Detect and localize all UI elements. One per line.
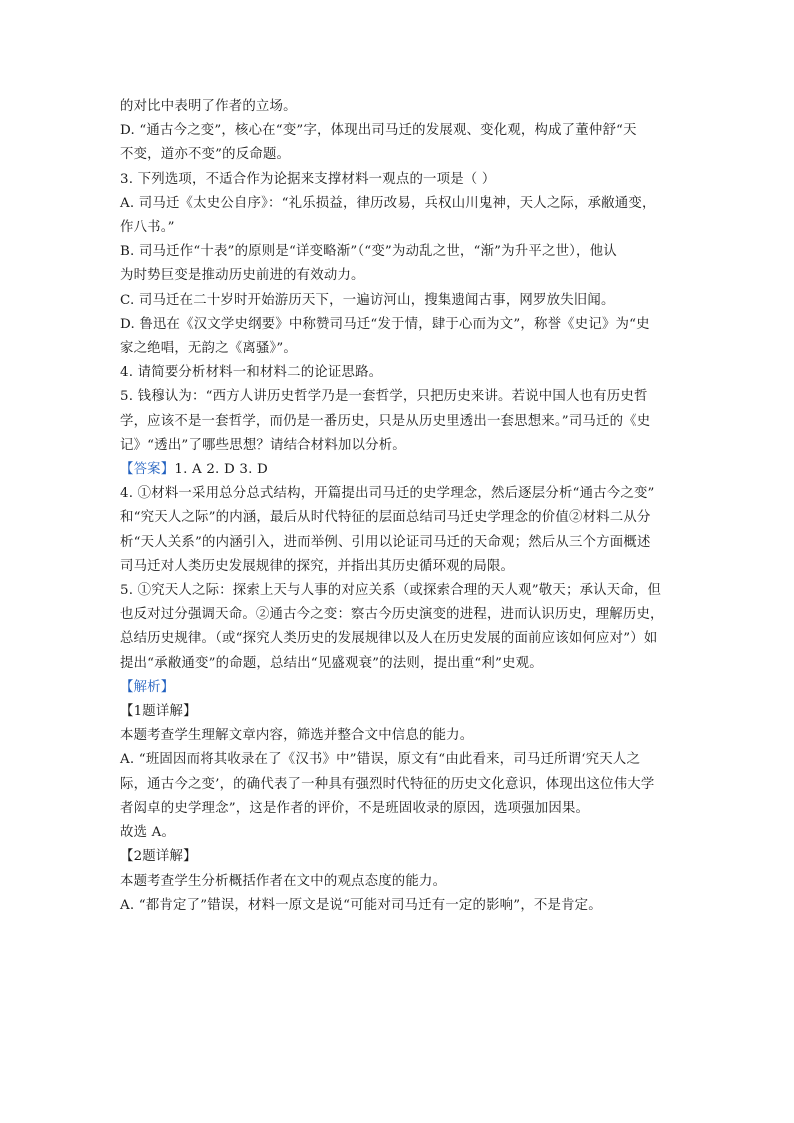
document-page xyxy=(120,95,680,918)
text-line: 析“天人关系”的内涵引入，进而举例、引用以论证司马迁的天命观；然后从三个方面概述 xyxy=(120,534,651,550)
text-line: 的对比中表明了作者的立场。 xyxy=(120,99,297,114)
text-line: 学，应该不是一套哲学，而仍是一番历史，只是从历史里透出一套思想来。”司马迁的《史 xyxy=(120,413,651,429)
text-line: 提出“承敝通变”的命题，总结出“见盛观衰”的法则，提出重“利”史观。 xyxy=(120,655,543,671)
answer-4-line: 4. ①材料一采用总分总式结构，开篇提出司马迁的史学理念，然后逐层分析“通古今之变” xyxy=(120,486,655,502)
option-a-line: A. 司马迁《太史公自序》：“礼乐损益，律历改易，兵权山川鬼神，天人之际，承敝通变， xyxy=(120,195,656,211)
question-4: 4. 请简要分析材料一和材料二的论证思路。 xyxy=(120,365,383,381)
analysis-heading: 【解析】 xyxy=(120,679,175,695)
text-line: A. “班固因而将其收录在了《汉书》中”错误，原文有“由此看来，司马迁所谓‘究天人之 xyxy=(120,752,641,768)
text-line: 和“究天人之际”的内涵，最后从时代特征的层面总结司马迁史学理念的价值②材料二从分 xyxy=(120,510,651,526)
question-3: 3. 下列选项，不适合作为论据来支撑材料一观点的一项是（ ） xyxy=(120,171,496,187)
q1-detail-heading: 【1题详解】 xyxy=(120,704,197,720)
text-line: 本题考查学生理解文章内容，筛选并整合文中信息的能力。 xyxy=(120,728,474,744)
answer-5-line: 5. ①究天人之际：探索上天与人事的对应关系（或探索合理的天人观”敬天；承认天命，但 xyxy=(120,583,662,599)
text-line: 际，通古今之变’，的确代表了一种具有强烈时代特征的历史文化意识，体现出这位伟大学 xyxy=(120,776,655,792)
text-line: 也反对过分强调天命。②通古今之变：察古今历史演变的进程，进而认识历史，理解历史， xyxy=(120,607,664,623)
text-line: 者闳卓的史学理念”，这是作者的评价，不是班固收录的原因，选项强加因果。 xyxy=(120,800,590,816)
option-d-line: D. 鲁迅在《汉文学史纲要》中称赞司马迁“发于情，肆于心而为文”，称誉《史记》为“史 xyxy=(120,316,650,332)
question-5: 5. 钱穆认为：“西方人讲历史哲学乃是一套哲学，只把历史来讲。若说中国人也有历史哲 xyxy=(120,389,648,405)
text-line: 作八书。” xyxy=(120,220,175,236)
text-line: 记》“透出”了哪些思想？请结合材料加以分析。 xyxy=(120,437,406,453)
text-line: 本题考查学生分析概括作者在文中的观点态度的能力。 xyxy=(120,873,447,889)
text-line: 家之绝唱，无韵之《离骚》”。 xyxy=(120,341,298,357)
text-line: 司马迁对人类历史发展规律的探究，并指出其历史循环观的局限。 xyxy=(120,558,515,574)
choice-conclusion: 故选 A。 xyxy=(120,825,176,841)
answer-choices: 1. A 2. D 3. D xyxy=(174,462,268,478)
answer-heading: 【答案】 xyxy=(120,462,175,478)
option-d-line: D. “通古今之变”，核心在“变”字，体现出司马迁的发展观、变化观，构成了董仲舒“天 xyxy=(120,123,637,139)
text-line: A. “都肯定了”错误，材料一原文是说“可能对司马迁有一定的影响”，不是肯定。 xyxy=(120,897,602,913)
answer-line xyxy=(120,458,680,482)
text-line: 为时势巨变是推动历史前进的有效动力。 xyxy=(120,268,365,284)
q2-detail-heading: 【2题详解】 xyxy=(120,849,197,865)
option-c-line: C. 司马迁在二十岁时开始游历天下，一遍访河山，搜集遗闻古事，网罗放失旧闻。 xyxy=(120,292,615,308)
option-b-line: B. 司马迁作“十表”的原则是“详变略渐”（“变”为动乱之世，“渐”为升平之世），他认 xyxy=(120,244,617,260)
text-line: 总结历史规律。（或“探究人类历史的发展规律以及人在历史发展的面前应该如何应对”）如 xyxy=(120,631,658,647)
text-line: 不变，道亦不变”的反命题。 xyxy=(120,147,291,163)
